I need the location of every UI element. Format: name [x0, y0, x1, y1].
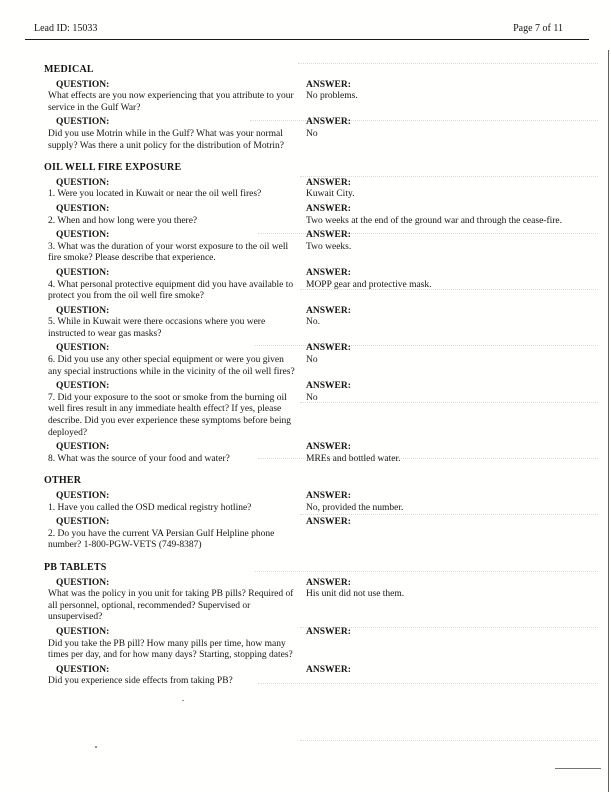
question-text: Did you take the PB pill? How many pills per time, how many times per day, and for how many days? Starting, stopping dates?: [48, 638, 293, 661]
question-text: 8. What was the source of your food and water?: [48, 453, 230, 464]
qa-pair: [48, 627, 581, 662]
answer-label: ANSWER:: [306, 267, 351, 278]
answer-text: MOPP gear and protective mask.: [306, 279, 432, 290]
answer-label: ANSWER:: [306, 491, 351, 501]
qa-pair: [48, 665, 581, 688]
question-text: Did you experience side effects from taking PB?: [48, 676, 233, 687]
question-label: QUESTION:: [56, 230, 110, 241]
lead-id: Lead ID: 15033: [34, 23, 98, 34]
qa-pair: [48, 578, 581, 624]
answer-label: ANSWER:: [306, 117, 351, 128]
section-pb-tablets: [44, 561, 581, 688]
answer-text: No, provided the number.: [306, 502, 404, 513]
question-text: 2. When and how long were you there?: [48, 215, 198, 226]
question-text: 2. Do you have the current VA Persian Gulf Helpline phone number? 1-800-PGW-VETS (749-8387): [48, 528, 275, 551]
qa-pair: [48, 230, 581, 265]
answer-label: ANSWER:: [306, 381, 351, 392]
page-number: Page 7 of 11: [513, 23, 563, 34]
answer-text: Kuwait City.: [306, 189, 355, 200]
answer-label: ANSWER:: [306, 343, 351, 354]
scan-artifact-dash: [555, 768, 601, 769]
question-label: QUESTION:: [56, 79, 110, 90]
answer-text: Two weeks at the end of the ground war and through the cease-fire.: [306, 215, 563, 226]
answer-text: [306, 529, 581, 552]
scan-artifact-dotted-line: [300, 740, 598, 741]
answer-text: [306, 676, 581, 688]
qa-pair: [48, 381, 581, 439]
question-label: QUESTION:: [56, 343, 110, 354]
qa-pair: [48, 178, 581, 201]
answer-label: ANSWER:: [306, 664, 351, 675]
question-text: 4. What personal protective equipment did you have available to protect you from the oil well fire smoke?: [48, 279, 294, 302]
question-label: QUESTION:: [56, 577, 110, 588]
section-oil-well-fire-exposure: [44, 162, 581, 465]
question-text: What effects are you now experiencing that you attribute to your service in the Gulf War?: [48, 91, 294, 113]
answer-text: [306, 639, 581, 662]
question-label: QUESTION:: [56, 177, 110, 188]
answer-text: No.: [306, 317, 320, 328]
question-label: QUESTION:: [56, 117, 110, 128]
answer-label: ANSWER:: [306, 177, 351, 188]
answer-text: No: [306, 355, 318, 366]
qa-pair: [48, 80, 581, 115]
answer-text: MREs and bottled water.: [306, 453, 401, 464]
answer-label: ANSWER:: [306, 305, 351, 316]
question-text: 7. Did your exposure to the soot or smoke from the burning oil well fires result in any immediate health effect? If yes, please describe. Did you ever experience these symptoms before being deployed?: [48, 392, 291, 438]
question-label: QUESTION:: [56, 664, 110, 675]
answer-text: His unit did not use them.: [306, 589, 405, 600]
answer-text: No: [306, 128, 318, 139]
scan-speck: [182, 700, 184, 701]
question-text: What was the policy in you unit for taking PB pills? Required of all personnel, optional, recommended? Supervised or unsupervised?: [48, 589, 294, 623]
section-title: OTHER: [44, 475, 82, 487]
question-label: QUESTION:: [56, 267, 110, 278]
section-medical: [44, 64, 581, 152]
answer-label: ANSWER:: [306, 517, 351, 528]
section-other: [44, 475, 581, 552]
page-header: [0, 0, 611, 34]
answer-text: Two weeks.: [306, 241, 352, 252]
qa-pair: [48, 204, 581, 227]
answer-text: No problems.: [306, 91, 358, 102]
qa-pair: [48, 442, 581, 465]
question-label: QUESTION:: [56, 305, 110, 316]
answer-label: ANSWER:: [306, 577, 351, 588]
section-title: OIL WELL FIRE EXPOSURE: [44, 162, 182, 174]
document-body: [0, 40, 611, 688]
section-title: PB TABLETS: [44, 561, 107, 573]
qa-pair: [48, 306, 581, 341]
question-label: QUESTION:: [56, 381, 110, 392]
section-title: MEDICAL: [44, 64, 94, 75]
answer-label: ANSWER:: [306, 79, 351, 90]
question-label: QUESTION:: [56, 517, 110, 528]
qa-pair: [48, 117, 581, 152]
question-text: 1. Were you located in Kuwait or near the oil well fires?: [48, 189, 262, 200]
qa-pair: [48, 343, 581, 378]
answer-label: ANSWER:: [306, 203, 351, 214]
question-text: 3. What was the duration of your worst exposure to the oil well fire smoke? Please describe that experience.: [48, 241, 289, 264]
question-text: Did you use Motrin while in the Gulf? What was your normal supply? Was there a unit policy for the distribution of Motrin?: [48, 128, 284, 151]
answer-label: ANSWER:: [306, 230, 351, 241]
qa-pair: [48, 491, 581, 514]
question-text: 5. While in Kuwait were there occasions where you were instructed to wear gas masks?: [48, 317, 266, 339]
question-label: QUESTION:: [56, 626, 110, 637]
question-label: QUESTION:: [56, 442, 110, 453]
question-text: 6. Did you use any other special equipment or were you given any special instructions while in the vicinity of the oil well fires?: [48, 355, 295, 377]
answer-label: ANSWER:: [306, 442, 351, 453]
question-text: 1. Have you called the OSD medical registry hotline?: [48, 502, 252, 513]
question-label: QUESTION:: [56, 203, 110, 214]
qa-pair: [48, 517, 581, 552]
answer-label: ANSWER:: [306, 626, 351, 637]
qa-pair: [48, 268, 581, 303]
question-label: QUESTION:: [56, 491, 110, 501]
answer-text: No: [306, 392, 318, 403]
scan-speck: [95, 746, 97, 748]
